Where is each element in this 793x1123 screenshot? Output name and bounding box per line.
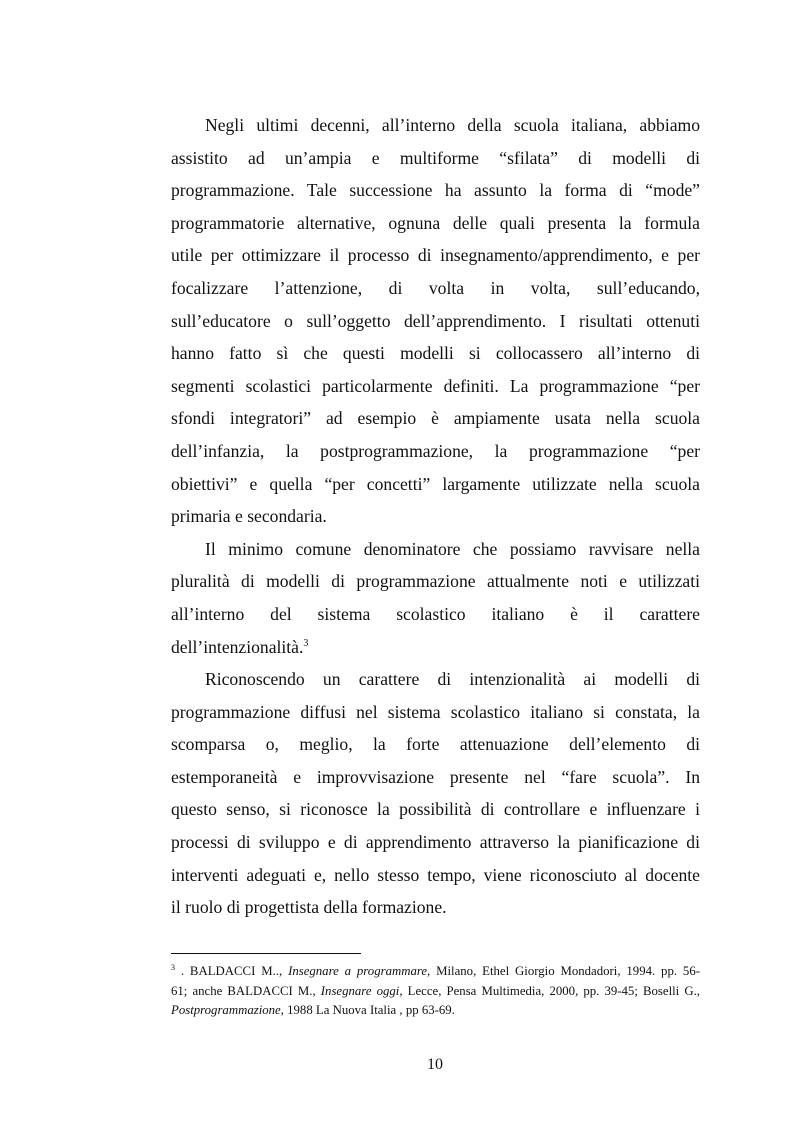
text-line: utile per ottimizzare il processo di insegnamento/apprendimento, e per [171, 245, 700, 266]
text-line: sull’educatore o sull’oggetto dell’apprendimento. I risultati ottenuti [171, 310, 700, 331]
paragraph-3 [171, 663, 700, 924]
page-number: 10 [427, 1056, 443, 1073]
footnote-text: , Milano, Ethel Giorgio Mondadori, 1994. pp. 56- [427, 964, 700, 978]
text-line: Riconoscendo un carattere di intenzionalità ai modelli di [205, 669, 700, 690]
text-line: programmatorie alternative, ognuna delle quali presenta la formula [171, 212, 700, 233]
text-line: sfondi integratori” ad esempio è ampiamente usata nella scuola [171, 408, 700, 429]
text-line: Negli ultimi decenni, all’interno della scuola italiana, abbiamo [205, 115, 700, 135]
text-line: questo senso, si riconosce la possibilità di controllare e influenzare i [171, 799, 700, 820]
text-line: interventi adeguati e, nello stesso tempo, viene riconosciuto al docente [171, 864, 700, 885]
text-line: hanno fatto sì che questi modelli si collocassero all’interno di [171, 343, 700, 364]
paragraph-2 [171, 533, 700, 663]
text-line-content: dell’intenzionalità. [171, 636, 304, 657]
footnote-text: . BALDACCI M.., [175, 964, 283, 978]
footnote-text: , Lecce, Pensa Multimedia, 2000, pp. 39-45; Boselli G., [399, 983, 700, 998]
footnote-divider [171, 953, 361, 954]
footnote [171, 962, 700, 1021]
footnote-line [171, 1001, 700, 1021]
text-line: processi di sviluppo e di apprendimento attraverso la pianificazione di [171, 832, 700, 853]
text-line: il ruolo di progettista della formazione. [171, 897, 447, 918]
text-line: pluralità di modelli di programmazione attualmente noti e utilizzati [171, 571, 700, 592]
text-line: estemporaneità e improvvisazione presente nel “fare scuola”. In [171, 766, 700, 787]
text-line: dell’infanzia, la postprogrammazione, la programmazione “per [171, 440, 700, 461]
text-line: focalizzare l’attenzione, di volta in volta, sull’educando, [171, 277, 700, 298]
footnote-text: , 1988 La Nuova Italia , pp 63-69. [280, 1003, 455, 1017]
text-line [171, 631, 700, 664]
text-line: all’interno del sistema scolastico italiano è il carattere [171, 603, 700, 624]
footnote-book-title: Insegnare a programmare [288, 964, 428, 978]
text-line: assistito ad un’ampia e multiforme “sfilata” di modelli di [171, 147, 700, 168]
footnote-reference[interactable]: 3 [303, 637, 309, 649]
text-line: programmazione diffusi nel sistema scolastico italiano si constata, la [171, 701, 700, 722]
footnote-line [171, 982, 700, 1002]
text-line: obiettivi” e quella “per concetti” largamente utilizzate nella scuola [171, 473, 700, 494]
footnote-number: 3 [171, 963, 175, 972]
text-line: segmenti scolastici particolarmente definiti. La programmazione “per [171, 375, 700, 396]
body-text [171, 109, 700, 924]
footnote-text: 61; anche BALDACCI M., [171, 983, 316, 998]
text-line: scomparsa o, meglio, la forte attenuazione dell’elemento di [171, 734, 700, 755]
text-line: Il minimo comune denominatore che possiamo ravvisare nella [205, 538, 700, 559]
footnote-book-title: Insegnare oggi [320, 983, 400, 998]
paragraph-1 [171, 109, 700, 533]
footnote-line [171, 962, 700, 982]
text-line: primaria e secondaria. [171, 506, 327, 527]
footnote-book-title: Postprogrammazione [171, 1003, 281, 1017]
text-line: programmazione. Tale successione ha assunto la forma di “mode” [171, 180, 700, 201]
